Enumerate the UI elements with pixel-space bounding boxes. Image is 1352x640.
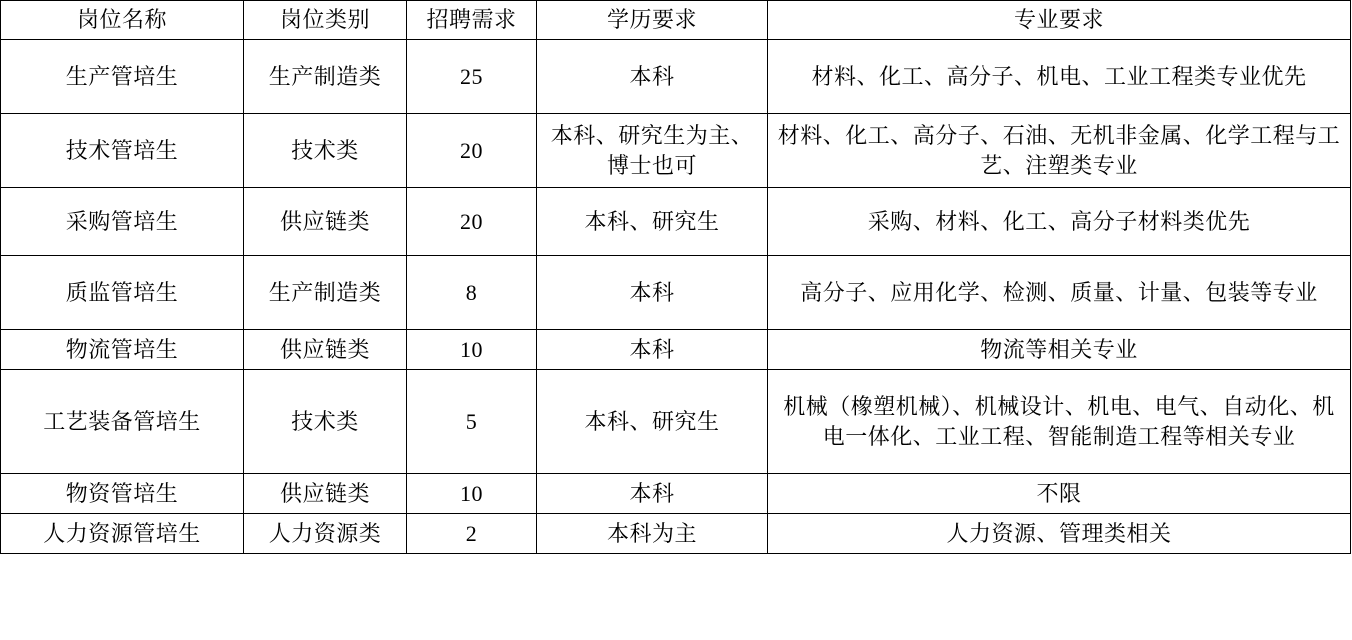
cell-job-name: 工艺装备管培生	[1, 370, 244, 474]
cell-job-category: 人力资源类	[244, 514, 407, 554]
cell-major: 采购、材料、化工、高分子材料类优先	[768, 188, 1351, 256]
cell-job-category: 供应链类	[244, 330, 407, 370]
cell-major: 物流等相关专业	[768, 330, 1351, 370]
cell-demand: 20	[407, 114, 537, 188]
column-header-major: 专业要求	[768, 1, 1351, 40]
table-row	[1, 40, 1351, 114]
table-row	[1, 474, 1351, 514]
cell-job-category: 生产制造类	[244, 40, 407, 114]
table-row	[1, 256, 1351, 330]
cell-demand: 10	[407, 474, 537, 514]
cell-major: 人力资源、管理类相关	[768, 514, 1351, 554]
cell-job-category: 供应链类	[244, 474, 407, 514]
column-header-education: 学历要求	[537, 1, 768, 40]
table-row	[1, 114, 1351, 188]
table-row	[1, 330, 1351, 370]
cell-demand: 10	[407, 330, 537, 370]
cell-education: 本科	[537, 474, 768, 514]
cell-job-name: 技术管培生	[1, 114, 244, 188]
cell-major: 高分子、应用化学、检测、质量、计量、包装等专业	[768, 256, 1351, 330]
table-row	[1, 370, 1351, 474]
table-header-row	[1, 1, 1351, 40]
cell-demand: 5	[407, 370, 537, 474]
cell-job-name: 质监管培生	[1, 256, 244, 330]
cell-job-category: 供应链类	[244, 188, 407, 256]
cell-education: 本科、研究生	[537, 188, 768, 256]
cell-major: 不限	[768, 474, 1351, 514]
column-header-job-name: 岗位名称	[1, 1, 244, 40]
cell-job-name: 物流管培生	[1, 330, 244, 370]
cell-education: 本科、研究生为主、博士也可	[537, 114, 768, 188]
cell-education: 本科、研究生	[537, 370, 768, 474]
cell-education: 本科	[537, 40, 768, 114]
cell-demand: 20	[407, 188, 537, 256]
cell-education: 本科	[537, 256, 768, 330]
cell-demand: 8	[407, 256, 537, 330]
cell-demand: 2	[407, 514, 537, 554]
cell-job-name: 采购管培生	[1, 188, 244, 256]
cell-major: 机械（橡塑机械）、机械设计、机电、电气、自动化、机电一体化、工业工程、智能制造工程等相关专业	[768, 370, 1351, 474]
cell-job-name: 物资管培生	[1, 474, 244, 514]
cell-education: 本科	[537, 330, 768, 370]
cell-job-category: 生产制造类	[244, 256, 407, 330]
table-row	[1, 514, 1351, 554]
cell-job-category: 技术类	[244, 370, 407, 474]
cell-job-name: 人力资源管培生	[1, 514, 244, 554]
table-row	[1, 188, 1351, 256]
cell-job-name: 生产管培生	[1, 40, 244, 114]
cell-job-category: 技术类	[244, 114, 407, 188]
column-header-job-category: 岗位类别	[244, 1, 407, 40]
cell-education: 本科为主	[537, 514, 768, 554]
column-header-demand: 招聘需求	[407, 1, 537, 40]
cell-major: 材料、化工、高分子、机电、工业工程类专业优先	[768, 40, 1351, 114]
cell-major: 材料、化工、高分子、石油、无机非金属、化学工程与工艺、注塑类专业	[768, 114, 1351, 188]
cell-demand: 25	[407, 40, 537, 114]
